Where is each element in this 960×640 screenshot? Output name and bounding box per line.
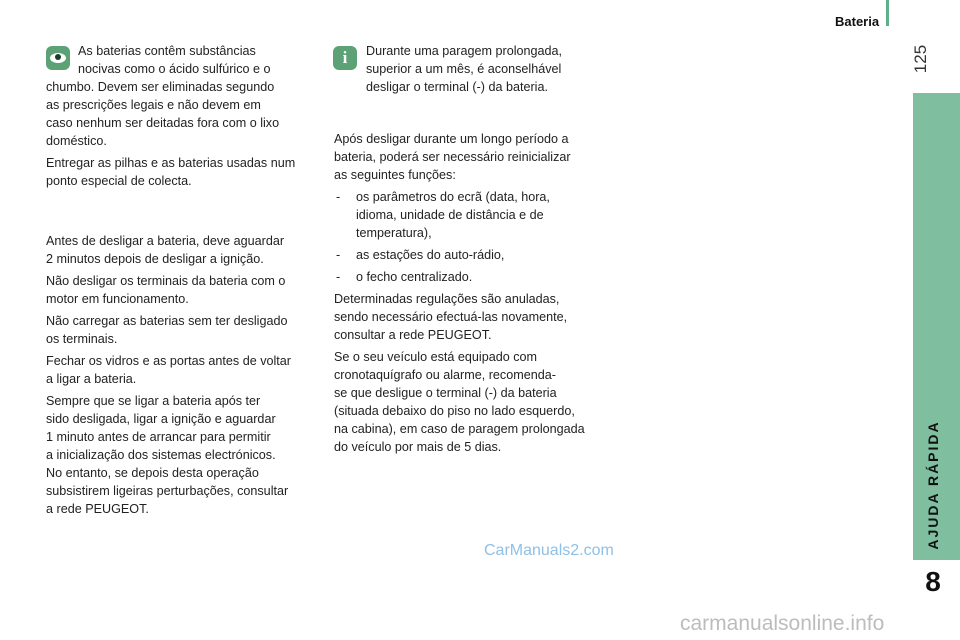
text-line: do veículo por mais de 5 dias. — [334, 440, 502, 454]
paragraph — [46, 312, 318, 348]
disconnect-instructions — [46, 232, 318, 522]
text-line: 1 minuto antes de arrancar para permitir — [46, 430, 271, 444]
text-line: Fechar os vidros e as portas antes de voltar — [46, 354, 292, 368]
watermark-carmanualsonline: carmanualsonline.info — [680, 612, 885, 635]
page-number: 125 — [911, 44, 930, 74]
paragraph — [46, 154, 318, 190]
text-line: ponto especial de colecta. — [46, 174, 192, 188]
text-line: Entregar as pilhas e as baterias usadas num — [46, 156, 296, 170]
text-line: Antes de desligar a bateria, deve aguardar — [46, 234, 285, 248]
text-line: Se o seu veículo está equipado com — [334, 350, 538, 364]
text-line: temperatura), — [356, 226, 432, 240]
eye-note-head — [78, 42, 318, 78]
text-line: As baterias contêm substâncias — [78, 44, 256, 58]
paragraph — [334, 130, 614, 184]
chapter-title: AJUDA RÁPIDA — [925, 420, 941, 550]
page-title: Bateria — [835, 14, 880, 29]
list-item — [334, 246, 614, 264]
list-item — [334, 188, 614, 242]
text-line: Após desligar durante um longo período a — [334, 132, 569, 146]
functions-list — [334, 188, 614, 286]
paragraph — [46, 232, 318, 268]
list-item — [334, 268, 614, 286]
eye-note-body — [46, 78, 318, 194]
text-line: Não desligar os terminais da bateria com o — [46, 274, 286, 288]
text-line: o fecho centralizado. — [356, 270, 473, 284]
info-icon: i — [333, 46, 357, 70]
text-line: a rede PEUGEOT. — [46, 502, 149, 516]
text-line: doméstico. — [46, 134, 107, 148]
text-line: sido desligada, ligar a ignição e aguardar — [46, 412, 276, 426]
text-line: subsistirem ligeiras perturbações, consultar — [46, 484, 289, 498]
text-line: cronotaquígrafo ou alarme, recomenda- — [334, 368, 556, 382]
text-line: a ligar a bateria. — [46, 372, 137, 386]
info-note — [366, 42, 606, 96]
text-line: chumbo. Devem ser eliminadas segundo — [46, 80, 275, 94]
text-line: idioma, unidade de distância e de — [356, 208, 544, 222]
text-line: consultar a rede PEUGEOT. — [334, 328, 492, 342]
text-line: Determinadas regulações são anuladas, — [334, 292, 560, 306]
reinitialization-section — [334, 130, 614, 460]
text-line: motor em funcionamento. — [46, 292, 189, 306]
text-line: 2 minutos depois de desligar a ignição. — [46, 252, 264, 266]
chapter-number: 8 — [925, 566, 941, 597]
text-line: superior a um mês, é aconselhável — [366, 62, 562, 76]
text-line: desligar o terminal (-) da bateria. — [366, 80, 548, 94]
text-line: a inicialização dos sistemas electrónicos. — [46, 448, 276, 462]
watermark-carmanuals: CarManuals2.com — [484, 542, 614, 559]
text-line: (situada debaixo do piso no lado esquerdo, — [334, 404, 575, 418]
eye-icon — [46, 46, 70, 70]
text-line: Durante uma paragem prolongada, — [366, 44, 563, 58]
text-line: as prescrições legais e não devem em — [46, 98, 261, 112]
text-line: os terminais. — [46, 332, 118, 346]
header-divider — [886, 0, 889, 26]
paragraph — [334, 348, 614, 456]
text-line: No entanto, se depois desta operação — [46, 466, 259, 480]
text-line: sendo necessário efectuá-las novamente, — [334, 310, 568, 324]
paragraph — [46, 392, 318, 518]
text-line: Sempre que se ligar a bateria após ter — [46, 394, 261, 408]
text-line: as estações do auto-rádio, — [356, 248, 505, 262]
text-line: na cabina), em caso de paragem prolongada — [334, 422, 585, 436]
paragraph — [46, 272, 318, 308]
text-line: se que desligue o terminal (-) da bateria — [334, 386, 557, 400]
paragraph — [46, 78, 318, 150]
text-line: nocivas como o ácido sulfúrico e o — [78, 62, 271, 76]
text-line: caso nenhum ser deitadas fora com o lixo — [46, 116, 280, 130]
text-line: os parâmetros do ecrã (data, hora, — [356, 190, 550, 204]
text-line: Não carregar as baterias sem ter desligado — [46, 314, 288, 328]
text-line: as seguintes funções: — [334, 168, 456, 182]
text-line: bateria, poderá ser necessário reinicializar — [334, 150, 571, 164]
paragraph — [46, 352, 318, 388]
paragraph — [334, 290, 614, 344]
